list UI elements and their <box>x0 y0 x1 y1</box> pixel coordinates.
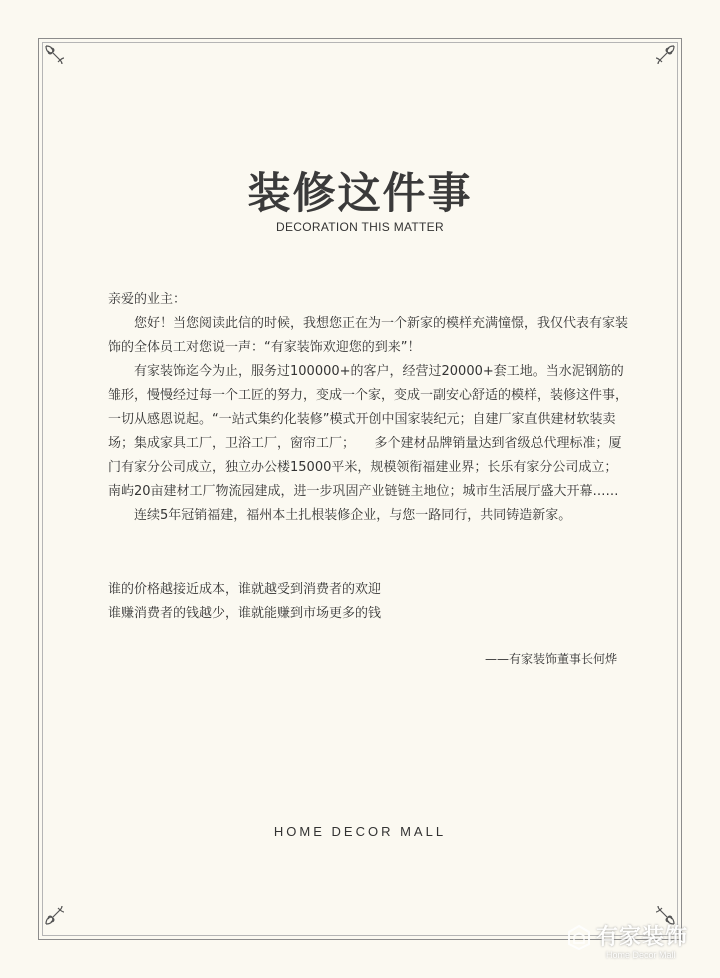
letter-greeting: 亲爱的业主： <box>108 292 187 307</box>
house-logo-icon <box>566 924 592 950</box>
letter-paragraph: 连续5年冠销福建，福州本土扎根装修企业，与您一路同行，共同铸造新家。 <box>134 508 572 523</box>
watermark-name-en: Home Decor Mall <box>606 950 676 960</box>
page-subtitle: DECORATION THIS MATTER <box>276 220 444 234</box>
letter-body <box>108 288 628 528</box>
page-title: 装修这件事 <box>247 169 473 219</box>
letter-paragraph: 您好！当您阅读此信的时候，我想您正在为一个新家的模样充满憧憬，我仅代表有家装饰的全体员工对您说一声：“有家装饰欢迎您的到来”！ <box>108 316 629 355</box>
corner-ornament-icon <box>44 44 66 66</box>
footer-brand: HOME DECOR MALL <box>273 824 447 839</box>
brand-watermark <box>566 920 716 970</box>
corner-ornament-icon <box>654 44 676 66</box>
watermark-name-cn: 有家装饰 <box>596 925 689 950</box>
letter-paragraph: 有家装饰迄今为止，服务过100000+的客户，经营过20000+套工地。当水泥钢筋的雏形，慢慢经过每一个工匠的努力，变成一个家，变成一副安心舒适的模样，装修这件事，一切从感恩说起。“一站式集约化装修”模式开创中国家装纪元；自建厂家直供建材软装卖场；集成家具工厂，卫浴工厂，窗帘工厂； 多个建材品牌销量达到省级总代理标准；厦门有家分公司成立，独立办公楼15000平米，规模领衔福建业界；长乐有家分公司成立；南屿20亩建材工厂物流园建成，进一步巩固产业链链主地位；城市生活展厅盛大开幕…… <box>108 364 629 499</box>
tagline-line: 谁赚消费者的钱越少，谁就能赚到市场更多的钱 <box>108 606 382 621</box>
tagline-line: 谁的价格越接近成本，谁就越受到消费者的欢迎 <box>108 582 382 597</box>
corner-ornament-icon <box>44 904 66 926</box>
letter-taglines <box>108 578 628 626</box>
letter-signature: ——有家装饰董事长何烨 <box>484 652 617 666</box>
